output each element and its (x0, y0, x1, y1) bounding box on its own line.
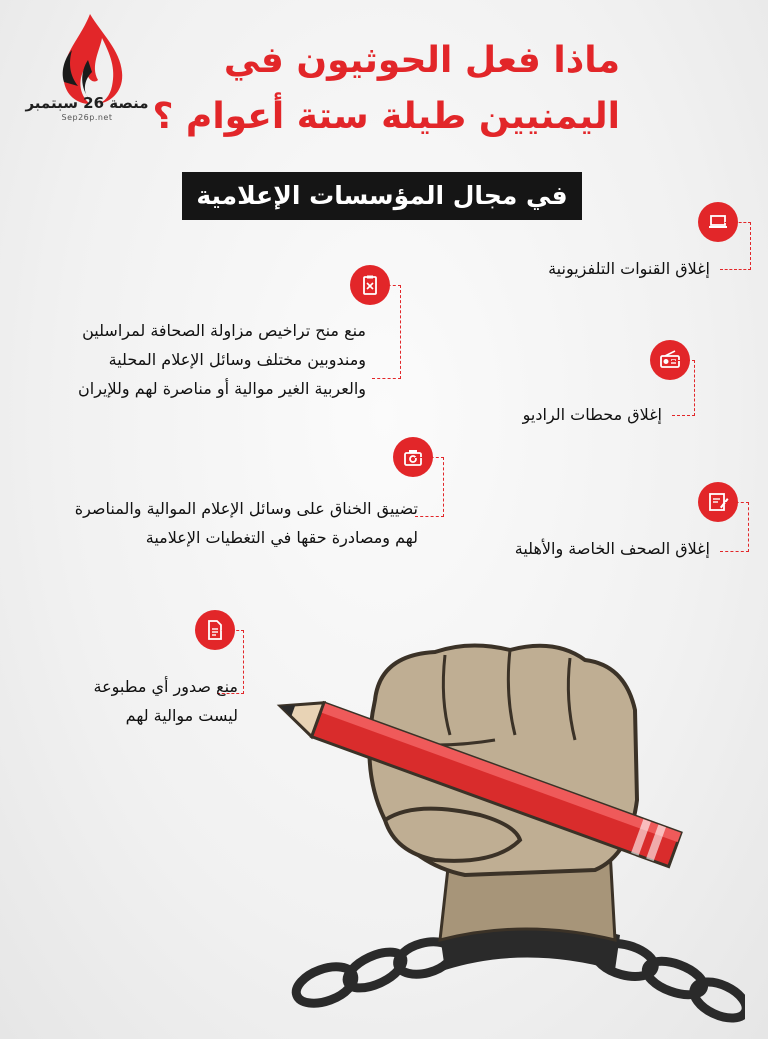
item-licensing (78, 316, 366, 403)
item-publications (94, 672, 239, 730)
item-tv-channels: إغلاق القنوات التلفزيونية (548, 259, 710, 278)
item-licensing-line-3: والعربية الغير موالية أو مناصرة لهم وللإيران (78, 379, 366, 398)
connector-bracket (720, 502, 749, 552)
item-radio-stations: إغلاق محطات الراديو (522, 405, 662, 424)
item-licensing-line-1: منع منح تراخيص مزاولة الصحافة لمراسلين (82, 321, 366, 340)
connector-bracket (415, 457, 444, 517)
item-media-pressure-line-1: تضييق الخناق على وسائل الإعلام الموالية والمناصرة (74, 499, 418, 518)
connector-bracket (720, 222, 751, 270)
logo-name: منصة 26 سبتمبر (25, 94, 149, 112)
logo-flame-icon (20, 10, 160, 130)
connector-bracket (372, 285, 401, 379)
title-line-2: اليمنيين طيلة ستة أعوام ؟ (152, 96, 620, 137)
item-media-pressure (75, 494, 418, 552)
item-publications-line-2: ليست موالية لهم (125, 706, 238, 725)
fist-pencil-chain-illustration (265, 640, 745, 1039)
connector-bracket (672, 360, 695, 416)
item-media-pressure-line-2: لهم ومصادرة حقها في التغطيات الإعلامية (145, 528, 418, 547)
item-licensing-line-2: ومندوبين مختلف وسائل الإعلام المحلية (108, 350, 366, 369)
item-newspapers: إغلاق الصحف الخاصة والأهلية (514, 539, 710, 558)
logo-url: Sep26p.net (61, 113, 113, 122)
title-line-1: ماذا فعل الحوثيون في (223, 40, 620, 81)
item-publications-line-1: منع صدور أي مطبوعة (93, 677, 238, 696)
section-banner: في مجال المؤسسات الإعلامية (182, 172, 582, 220)
